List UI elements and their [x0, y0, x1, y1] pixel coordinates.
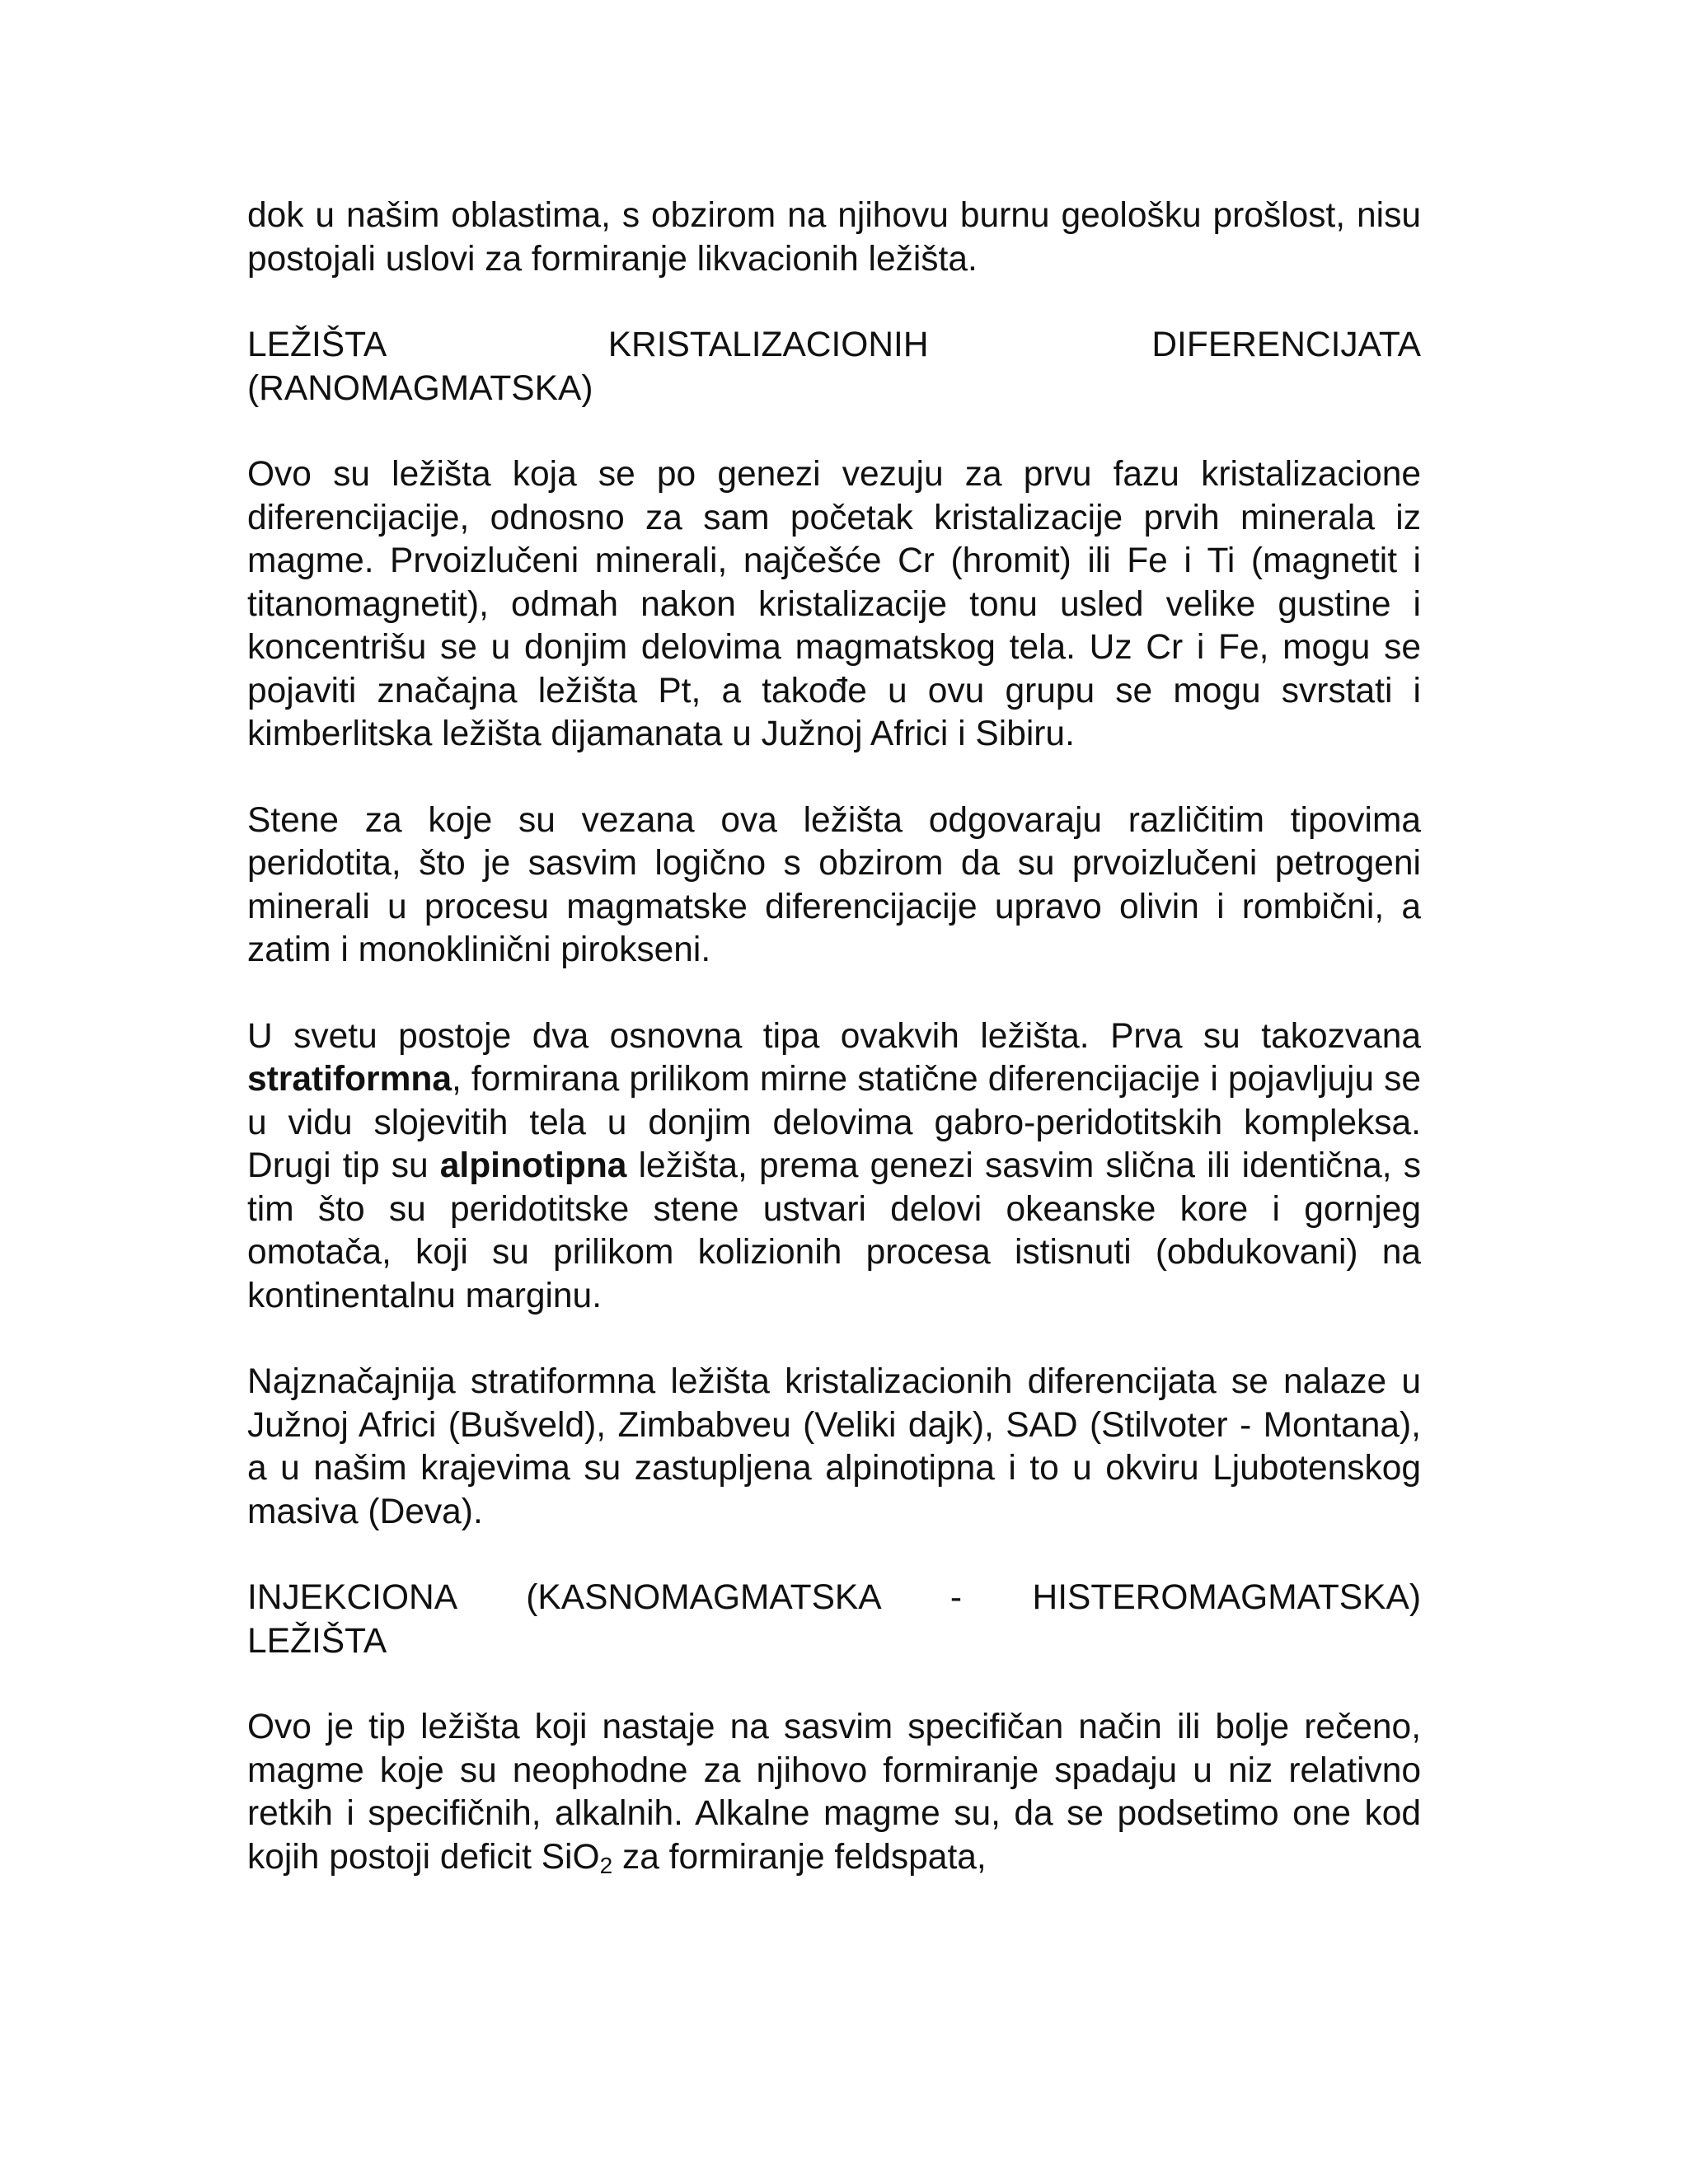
page-content — [247, 194, 1421, 1922]
paragraph-peridotites: Stene za koje su vezana ova ležišta odgovaraju različitim tipovima peridotita, što je sasvim logično s obzirom da su prvoizlučeni petrogeni minerali u procesu magmatske diferencijacije upravo olivin i rombični, a zatim i monoklinični pirokseni. — [247, 800, 1421, 969]
text-run: , formirana prilikom mirne statične diferencijacije i pojavljuju se u vidu slojevitih tela u donjim delovima gabro-peridotitskih kompleksa. Drugi tip su — [247, 1060, 1421, 1185]
paragraph-alkaline-magmas — [247, 1706, 1421, 1879]
text-run: ležišta, prema genezi sasvim slična ili identična, s tim što su peridotitske stene ustvari delovi okeanske kore i gornjeg omotača, koji su prilikom kolizionih procesa istisnuti (obdukovani) na kontinentalnu marginu. — [247, 1146, 1421, 1315]
section-heading-injekciona — [247, 1577, 1421, 1663]
paragraph-genesis: Ovo su ležišta koja se po genezi vezuju za prvu fazu kristalizacione diferencijacije, odnosno za sam početak kristalizacije prvih minerala iz magme. Prvoizlučeni minerali, najčešće Cr (hromit) ili Fe i Ti (magnetit i titanomagnetit), odmah nakon kristalizacije tonu usled velike gustine i koncentrišu se u donjim delovima magmatskog tela. Uz Cr i Fe, mogu se pojaviti značajna ležišta Pt, a takođe u ovu grupu se mogu svrstati i kimberlitska ležišta dijamanata u Južnoj Africi i Sibiru. — [247, 455, 1421, 753]
heading-line-1: INJEKCIONA (KASNOMAGMATSKA - HISTEROMAGMATSKA) — [247, 1578, 1421, 1617]
text-run: Ovo je tip ležišta koji nastaje na sasvim specifičan način ili bolje rečeno, magme koje su neophodne za njihovo formiranje spadaju u niz relativno retkih i specifičnih, alkalnih. Alkalne magme su, da se podsetimo one kod kojih postoji deficit SiO — [247, 1708, 1421, 1877]
subscript: 2 — [599, 1852, 613, 1878]
text-run: U svetu postoje dva osnovna tipa ovakvih ležišta. Prva su takozvana — [247, 1016, 1421, 1056]
paragraph-locations: Najznačajnija stratiformna ležišta kristalizacionih diferencijata se nalaze u Južnoj Africi (Bušveld), Zimbabveu (Veliki dajk), SAD (Stilvoter - Montana), a u našim krajevima su zastupljena alpinotipna i to u okviru Ljubotenskog masiva (Deva). — [247, 1362, 1421, 1531]
intro-paragraph: dok u našim oblastima, s obzirom na njihovu burnu geološku prošlost, nisu postojali uslovi za formiranje likvacionih ležišta. — [247, 196, 1421, 279]
heading-line-2: (RANOMAGMATSKA) — [247, 368, 593, 408]
term-alpinotipna: alpinotipna — [439, 1146, 627, 1185]
term-stratiformna: stratiformna — [247, 1060, 452, 1099]
heading-line-1: LEŽIŠTA KRISTALIZACIONIH DIFERENCIJATA — [247, 326, 1421, 364]
paragraph-deposit-types — [247, 1015, 1421, 1319]
text-run: za formiranje feldspata, — [612, 1837, 987, 1877]
section-heading-kristalizacioni — [247, 324, 1421, 410]
heading-line-2: LEŽIŠTA — [247, 1621, 387, 1661]
